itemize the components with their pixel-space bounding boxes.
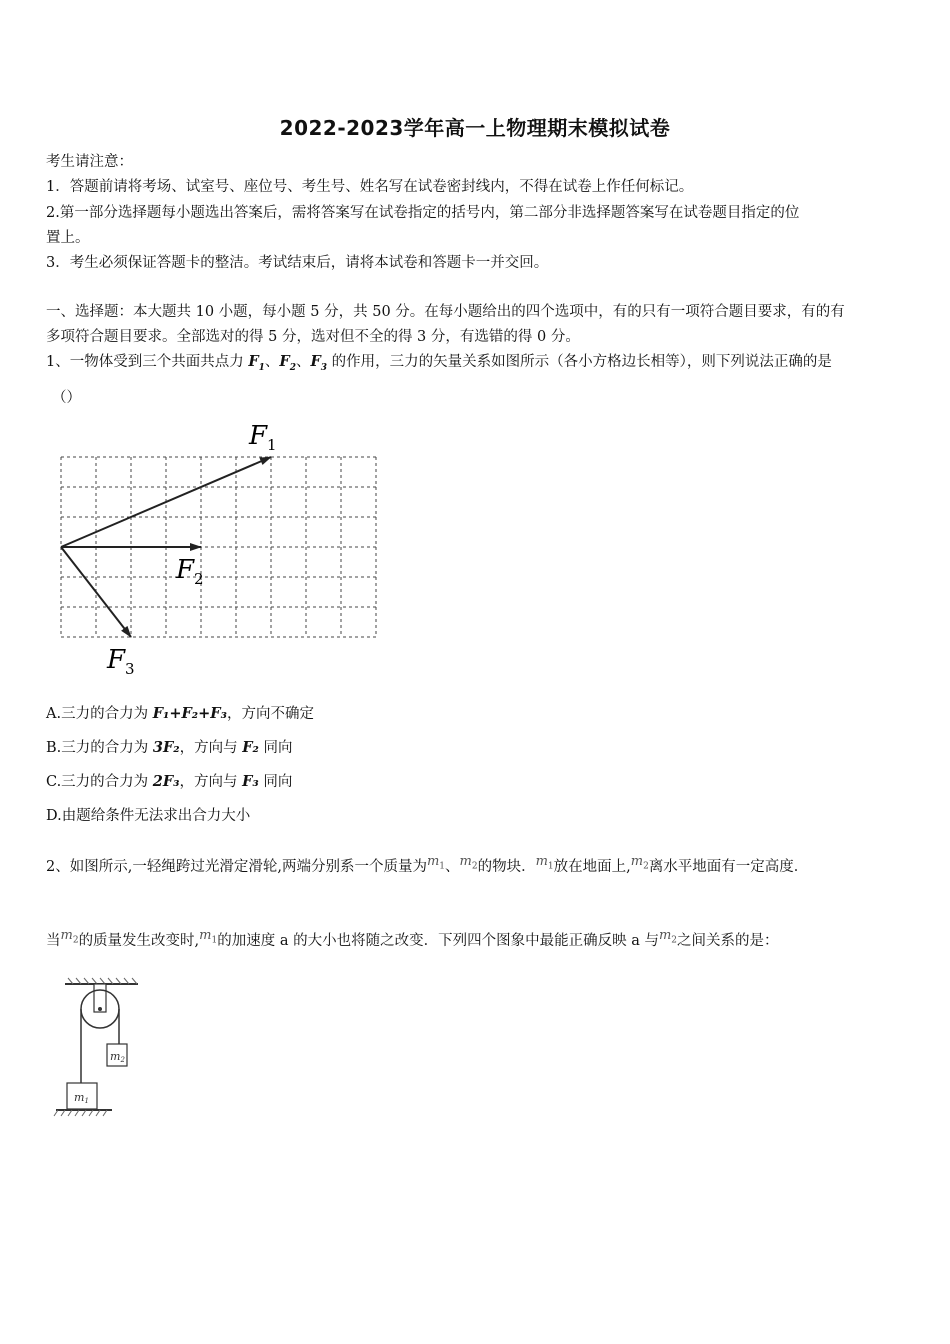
option-b: B.三力的合力为 3F₂，方向与 F₂ 同向 [46, 739, 293, 756]
notice-item: 1．答题前请将考场、试室号、座位号、考生号、姓名写在试卷密封线内，不得在试卷上作任何标记。 [46, 179, 694, 195]
label-f1: $F_1$ [249, 421, 277, 454]
svg-text:m2: m2 [110, 1050, 125, 1064]
force-vector-figure [50, 420, 390, 680]
page-title: 2022-2023学年高一上物理期末模拟试卷 [279, 116, 671, 140]
answer-bracket: （） [52, 390, 81, 406]
pulley-figure [50, 975, 150, 1125]
notice-item: 3．考生必须保证答题卡的整洁。考试结束后，请将本试卷和答题卡一并交回。 [46, 255, 549, 271]
label-f3: $F_3$ [107, 645, 135, 678]
question-2-stem: 2、如图所示,一轻绳跨过光滑定滑轮,两端分别系一个质量为$m_1$、$m_2$的物块．$m_1$放在地面上$,m_2$离水平地面有一定高度． [46, 854, 809, 875]
notice-item: 2.第一部分选择题每小题选出答案后，需将答案写在试卷指定的括号内，第二部分非选择题答案写在试卷题目指定的位 [46, 205, 800, 221]
notice-heading: 考生请注意： [46, 154, 133, 170]
q1-stem-prefix: 1、一物体受到三个共面共点力 [46, 354, 249, 370]
notice-item: 置上。 [46, 230, 90, 246]
section-instructions: 一、选择题：本大题共 10 小题，每小题 5 分，共 50 分。在每小题给出的四个选项中，有的只有一项符合题目要求，有的有 [46, 304, 845, 320]
svg-text:m1: m1 [74, 1091, 89, 1105]
q1-stem-suffix: 的作用，三力的矢量关系如图所示（各小方格边长相等），则下列说法正确的是 [327, 354, 832, 370]
label-f2: $F_2$ [176, 555, 204, 588]
question-1-stem: 1、一物体受到三个共面共点力 $F_1$、$F_2$、$F_3$ 的作用，三力的矢量关系如图所示（各小方格边长相等），则下列说法正确的是 [46, 353, 832, 373]
option-c: C.三力的合力为 2F₃，方向与 F₃ 同向 [46, 773, 293, 790]
option-a: A.三力的合力为 F₁+F₂+F₃，方向不确定 [46, 705, 314, 722]
section-instructions: 多项符合题目要求。全部选对的得 5 分，选对但不全的得 3 分，有选错的得 0 分。 [46, 329, 580, 345]
question-2-stem-line2: 当$m_2$的质量发生改变时$,m_1$的加速度 a 的大小也将随之改变．下列四个图象中最能正确反映 a 与$m_2$之间关系的是： [46, 928, 779, 949]
option-d: D.由题给条件无法求出合力大小 [46, 808, 251, 824]
